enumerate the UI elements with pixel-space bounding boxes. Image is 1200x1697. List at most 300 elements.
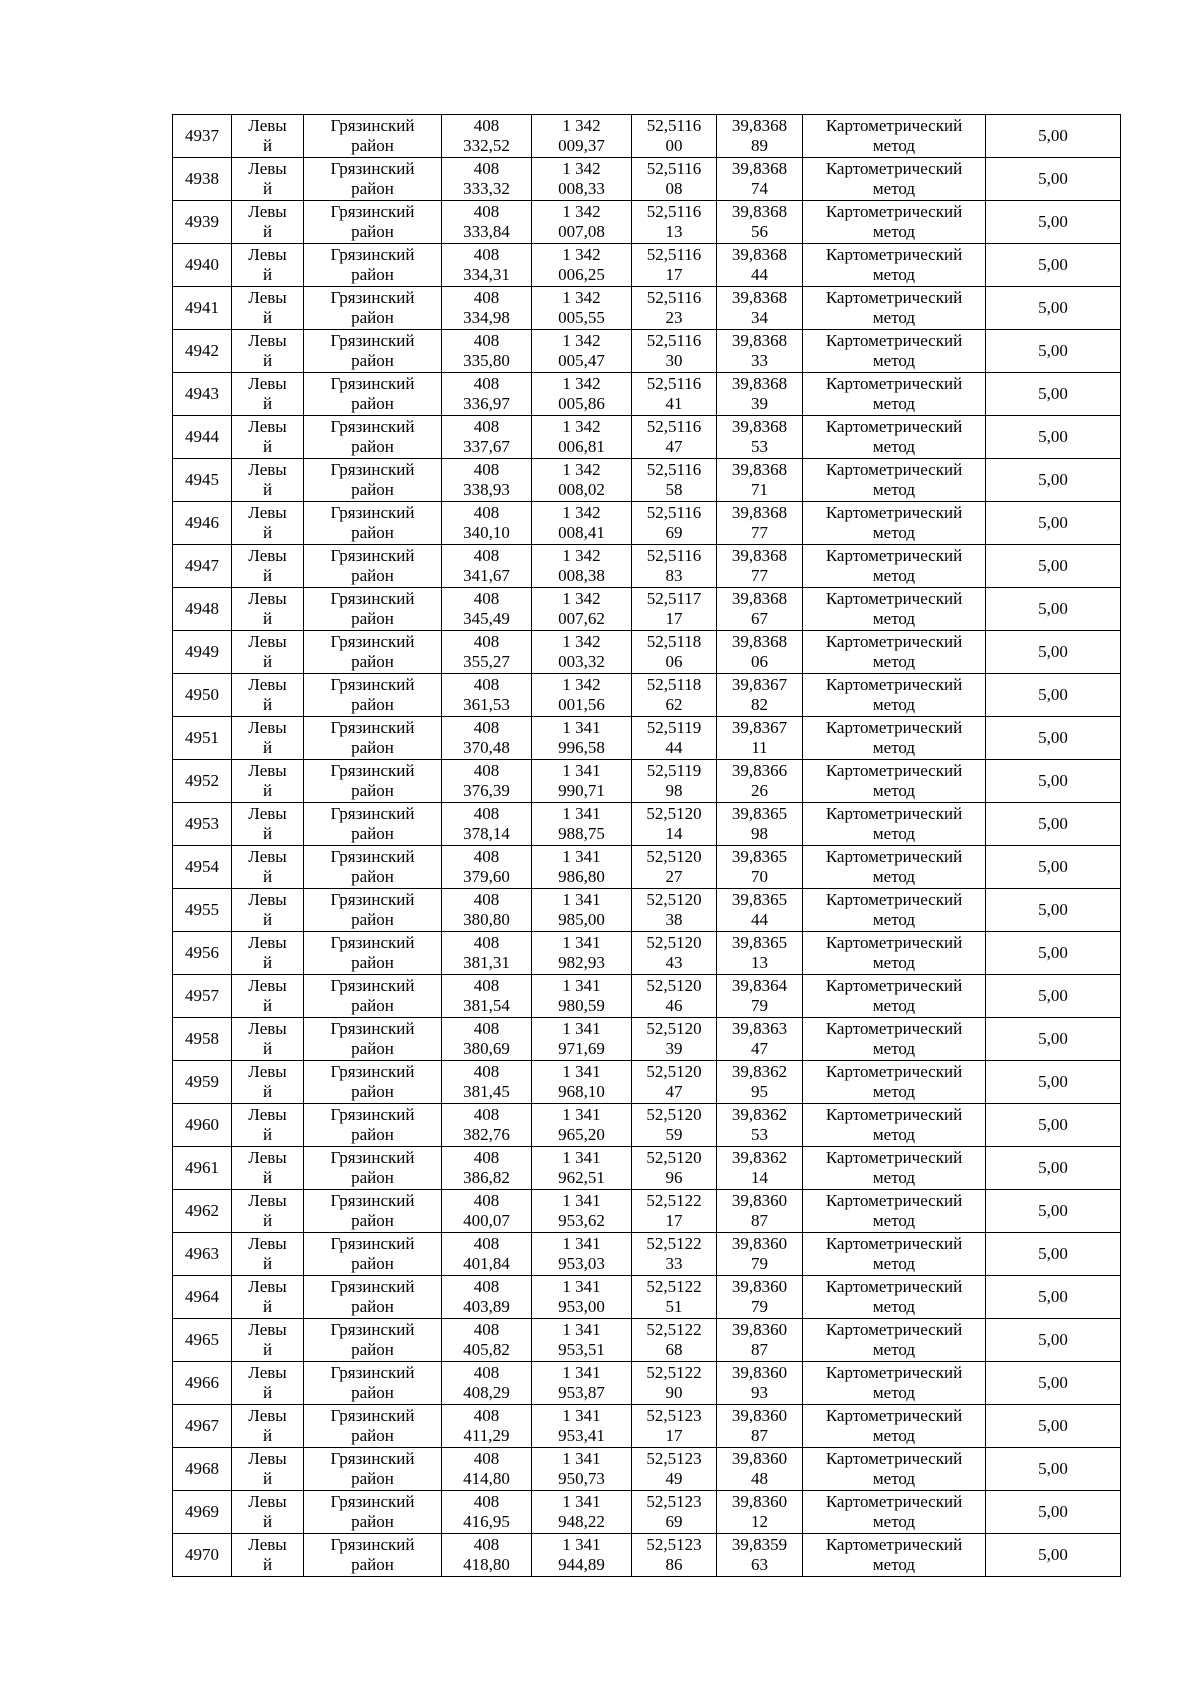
table-row [173, 889, 1121, 932]
method-line-2: метод [872, 910, 916, 929]
table-row [173, 1491, 1121, 1534]
latitude-line-1: 52,5119 [646, 761, 702, 780]
y-coordinate-cell [532, 244, 632, 287]
x-coordinate-line-1: 408 [473, 1234, 500, 1253]
latitude-cell [632, 760, 717, 803]
y-coordinate-line-1: 1 341 [562, 890, 601, 909]
method-line-2: метод [872, 609, 916, 628]
district-line-2: район [351, 1168, 394, 1187]
district-line-1: Грязинский [330, 417, 415, 436]
latitude-line-1: 52,5117 [646, 589, 702, 608]
x-coordinate-line-1: 408 [473, 1062, 500, 1081]
longitude-line-2: 74 [751, 179, 768, 198]
table-row [173, 674, 1121, 717]
x-coordinate-cell [442, 459, 532, 502]
y-coordinate-cell [532, 1190, 632, 1233]
district-line-2: район [351, 1039, 394, 1058]
x-coordinate-cell [442, 502, 532, 545]
district-line-2: район [351, 781, 394, 800]
district-line-2: район [351, 609, 394, 628]
point-number-cell: 4938 [173, 158, 232, 201]
y-coordinate-cell [532, 502, 632, 545]
y-coordinate-cell [532, 115, 632, 158]
method-cell [803, 631, 986, 674]
coordinates-table [172, 114, 1121, 1577]
method-cell [803, 244, 986, 287]
longitude-cell [717, 158, 803, 201]
district-cell [304, 975, 442, 1018]
side-line-2: й [262, 1082, 273, 1101]
y-coordinate-cell [532, 1018, 632, 1061]
point-number-cell: 4969 [173, 1491, 232, 1534]
district-line-1: Грязинский [330, 202, 415, 221]
y-coordinate-line-2: 953,00 [558, 1297, 605, 1316]
method-line-2: метод [872, 1512, 916, 1531]
side-cell [232, 674, 304, 717]
accuracy-cell: 5,00 [986, 1147, 1121, 1190]
y-coordinate-line-1: 1 341 [562, 804, 601, 823]
x-coordinate-line-2: 341,67 [463, 566, 510, 585]
x-coordinate-line-2: 338,93 [463, 480, 510, 499]
district-line-2: район [351, 136, 394, 155]
accuracy-cell: 5,00 [986, 588, 1121, 631]
x-coordinate-cell [442, 803, 532, 846]
district-cell [304, 588, 442, 631]
side-line-1: Левы [248, 202, 287, 221]
y-coordinate-line-2: 005,55 [558, 308, 605, 327]
y-coordinate-line-2: 953,51 [558, 1340, 605, 1359]
longitude-line-2: 44 [751, 910, 768, 929]
y-coordinate-line-1: 1 341 [562, 847, 601, 866]
x-coordinate-cell [442, 889, 532, 932]
latitude-line-2: 13 [665, 222, 683, 241]
district-line-1: Грязинский [330, 159, 415, 178]
longitude-cell [717, 1319, 803, 1362]
district-cell [304, 416, 442, 459]
method-line-2: метод [872, 652, 916, 671]
method-cell [803, 1104, 986, 1147]
district-cell [304, 1276, 442, 1319]
table-row [173, 975, 1121, 1018]
latitude-line-1: 52,5116 [646, 159, 702, 178]
y-coordinate-cell [532, 373, 632, 416]
district-line-1: Грязинский [330, 1535, 415, 1554]
y-coordinate-line-1: 1 341 [562, 1406, 601, 1425]
longitude-line-2: 47 [751, 1039, 768, 1058]
x-coordinate-line-2: 332,52 [463, 136, 510, 155]
table-row [173, 1233, 1121, 1276]
x-coordinate-cell [442, 545, 532, 588]
latitude-line-2: 17 [665, 1211, 683, 1230]
longitude-cell [717, 631, 803, 674]
side-line-1: Левы [248, 546, 287, 565]
x-coordinate-line-2: 340,10 [463, 523, 510, 542]
accuracy-cell: 5,00 [986, 1190, 1121, 1233]
method-cell [803, 459, 986, 502]
side-line-1: Левы [248, 460, 287, 479]
table-row [173, 1061, 1121, 1104]
latitude-line-1: 52,5120 [646, 933, 702, 952]
table-row [173, 373, 1121, 416]
latitude-line-2: 62 [665, 695, 683, 714]
longitude-cell [717, 717, 803, 760]
method-line-1: Картометрический [825, 1449, 963, 1468]
latitude-cell [632, 158, 717, 201]
point-number-cell: 4968 [173, 1448, 232, 1491]
longitude-line-1: 39,8360 [731, 1363, 788, 1382]
accuracy-cell: 5,00 [986, 287, 1121, 330]
y-coordinate-cell [532, 932, 632, 975]
x-coordinate-line-1: 408 [473, 1406, 500, 1425]
longitude-line-1: 39,8365 [731, 847, 788, 866]
method-line-1: Картометрический [825, 1406, 963, 1425]
latitude-cell [632, 1491, 717, 1534]
side-cell [232, 1233, 304, 1276]
district-cell [304, 373, 442, 416]
y-coordinate-cell [532, 1233, 632, 1276]
point-number-cell: 4965 [173, 1319, 232, 1362]
district-line-1: Грязинский [330, 1019, 415, 1038]
y-coordinate-line-2: 953,62 [558, 1211, 605, 1230]
district-cell [304, 1362, 442, 1405]
y-coordinate-line-1: 1 341 [562, 1449, 601, 1468]
district-cell [304, 158, 442, 201]
accuracy-cell: 5,00 [986, 1362, 1121, 1405]
longitude-line-2: 98 [751, 824, 768, 843]
longitude-cell [717, 502, 803, 545]
longitude-line-2: 79 [751, 996, 768, 1015]
side-line-1: Левы [248, 804, 287, 823]
y-coordinate-line-1: 1 342 [562, 245, 601, 264]
method-cell [803, 416, 986, 459]
side-line-1: Левы [248, 331, 287, 350]
district-line-2: район [351, 652, 394, 671]
y-coordinate-line-2: 968,10 [558, 1082, 605, 1101]
point-number-cell: 4937 [173, 115, 232, 158]
point-number-cell: 4947 [173, 545, 232, 588]
x-coordinate-line-2: 361,53 [463, 695, 510, 714]
district-line-1: Грязинский [330, 804, 415, 823]
accuracy-cell: 5,00 [986, 502, 1121, 545]
latitude-cell [632, 244, 717, 287]
side-line-2: й [262, 222, 273, 241]
method-line-1: Картометрический [825, 675, 963, 694]
x-coordinate-line-2: 382,76 [463, 1125, 510, 1144]
point-number-cell: 4944 [173, 416, 232, 459]
side-line-2: й [262, 652, 273, 671]
side-cell [232, 1104, 304, 1147]
side-cell [232, 760, 304, 803]
x-coordinate-line-1: 408 [473, 417, 500, 436]
x-coordinate-line-2: 370,48 [463, 738, 510, 757]
x-coordinate-line-2: 381,31 [463, 953, 510, 972]
table-row [173, 1147, 1121, 1190]
longitude-line-1: 39,8365 [731, 933, 788, 952]
district-line-2: район [351, 351, 394, 370]
y-coordinate-cell [532, 459, 632, 502]
method-line-2: метод [872, 222, 916, 241]
longitude-line-1: 39,8368 [731, 589, 788, 608]
district-line-2: район [351, 738, 394, 757]
district-line-2: район [351, 394, 394, 413]
latitude-line-1: 52,5123 [646, 1535, 702, 1554]
y-coordinate-line-1: 1 341 [562, 1492, 601, 1511]
side-line-1: Левы [248, 675, 287, 694]
side-line-2: й [262, 437, 273, 456]
longitude-cell [717, 545, 803, 588]
x-coordinate-cell [442, 717, 532, 760]
y-coordinate-line-2: 953,41 [558, 1426, 605, 1445]
y-coordinate-cell [532, 1491, 632, 1534]
x-coordinate-cell [442, 1190, 532, 1233]
district-cell [304, 1018, 442, 1061]
longitude-cell [717, 1147, 803, 1190]
table-row [173, 1448, 1121, 1491]
point-number-cell: 4960 [173, 1104, 232, 1147]
y-coordinate-line-2: 986,80 [558, 867, 605, 886]
district-line-1: Грязинский [330, 761, 415, 780]
side-line-1: Левы [248, 1449, 287, 1468]
y-coordinate-cell [532, 287, 632, 330]
point-number-cell: 4966 [173, 1362, 232, 1405]
y-coordinate-cell [532, 1362, 632, 1405]
longitude-cell [717, 1448, 803, 1491]
accuracy-cell: 5,00 [986, 760, 1121, 803]
x-coordinate-line-1: 408 [473, 933, 500, 952]
point-number-cell: 4955 [173, 889, 232, 932]
longitude-line-2: 82 [751, 695, 768, 714]
latitude-line-1: 52,5123 [646, 1492, 702, 1511]
latitude-line-1: 52,5116 [646, 245, 702, 264]
district-line-1: Грязинский [330, 460, 415, 479]
x-coordinate-line-1: 408 [473, 1363, 500, 1382]
longitude-line-2: 53 [751, 437, 768, 456]
longitude-line-1: 39,8368 [731, 245, 788, 264]
latitude-line-2: 41 [665, 394, 683, 413]
x-coordinate-line-1: 408 [473, 804, 500, 823]
district-cell [304, 115, 442, 158]
x-coordinate-line-2: 403,89 [463, 1297, 510, 1316]
x-coordinate-cell [442, 1104, 532, 1147]
latitude-line-2: 33 [665, 1254, 683, 1273]
latitude-line-1: 52,5123 [646, 1449, 702, 1468]
longitude-line-2: 79 [751, 1297, 768, 1316]
x-coordinate-line-2: 336,97 [463, 394, 510, 413]
method-cell [803, 588, 986, 631]
y-coordinate-line-1: 1 342 [562, 546, 601, 565]
latitude-cell [632, 416, 717, 459]
method-line-1: Картометрический [825, 1492, 963, 1511]
side-cell [232, 1147, 304, 1190]
accuracy-cell: 5,00 [986, 330, 1121, 373]
latitude-cell [632, 1190, 717, 1233]
district-line-1: Грязинский [330, 288, 415, 307]
y-coordinate-line-2: 980,59 [558, 996, 605, 1015]
side-line-2: й [262, 1555, 273, 1574]
y-coordinate-line-1: 1 341 [562, 718, 601, 737]
table-row [173, 158, 1121, 201]
district-line-1: Грязинский [330, 1320, 415, 1339]
method-line-1: Картометрический [825, 331, 963, 350]
district-line-1: Грязинский [330, 116, 415, 135]
y-coordinate-cell [532, 1104, 632, 1147]
side-line-2: й [262, 394, 273, 413]
latitude-line-2: 44 [665, 738, 683, 757]
district-cell [304, 631, 442, 674]
method-line-2: метод [872, 437, 916, 456]
y-coordinate-line-2: 948,22 [558, 1512, 605, 1531]
longitude-cell [717, 373, 803, 416]
longitude-line-1: 39,8368 [731, 159, 788, 178]
longitude-cell [717, 932, 803, 975]
district-line-1: Грязинский [330, 1449, 415, 1468]
latitude-line-1: 52,5120 [646, 1062, 702, 1081]
method-line-2: метод [872, 953, 916, 972]
x-coordinate-cell [442, 1147, 532, 1190]
district-line-1: Грязинский [330, 933, 415, 952]
longitude-line-2: 44 [751, 265, 768, 284]
longitude-cell [717, 760, 803, 803]
district-line-1: Грязинский [330, 1406, 415, 1425]
district-line-2: район [351, 1254, 394, 1273]
latitude-cell [632, 1104, 717, 1147]
side-line-1: Левы [248, 245, 287, 264]
point-number-cell: 4962 [173, 1190, 232, 1233]
side-line-1: Левы [248, 1535, 287, 1554]
longitude-line-2: 79 [751, 1254, 768, 1273]
district-cell [304, 1233, 442, 1276]
x-coordinate-line-2: 381,45 [463, 1082, 510, 1101]
point-number-cell: 4958 [173, 1018, 232, 1061]
y-coordinate-line-2: 008,33 [558, 179, 605, 198]
longitude-line-2: 48 [751, 1469, 768, 1488]
longitude-cell [717, 889, 803, 932]
latitude-line-1: 52,5116 [646, 331, 702, 350]
district-cell [304, 502, 442, 545]
district-cell [304, 932, 442, 975]
point-number-cell: 4963 [173, 1233, 232, 1276]
latitude-cell [632, 1405, 717, 1448]
table-row [173, 502, 1121, 545]
latitude-line-2: 49 [665, 1469, 683, 1488]
side-cell [232, 330, 304, 373]
district-line-2: район [351, 695, 394, 714]
latitude-cell [632, 674, 717, 717]
district-line-2: район [351, 867, 394, 886]
side-cell [232, 932, 304, 975]
longitude-cell [717, 1061, 803, 1104]
method-line-2: метод [872, 1426, 916, 1445]
district-line-1: Грязинский [330, 1105, 415, 1124]
district-cell [304, 1448, 442, 1491]
x-coordinate-line-1: 408 [473, 589, 500, 608]
accuracy-cell: 5,00 [986, 1448, 1121, 1491]
y-coordinate-cell [532, 330, 632, 373]
method-line-1: Картометрический [825, 116, 963, 135]
point-number-cell: 4964 [173, 1276, 232, 1319]
y-coordinate-line-1: 1 342 [562, 202, 601, 221]
x-coordinate-cell [442, 416, 532, 459]
table-row [173, 201, 1121, 244]
side-line-1: Левы [248, 417, 287, 436]
method-line-2: метод [872, 351, 916, 370]
latitude-cell [632, 1276, 717, 1319]
y-coordinate-line-1: 1 342 [562, 503, 601, 522]
y-coordinate-line-1: 1 341 [562, 1191, 601, 1210]
accuracy-cell: 5,00 [986, 1233, 1121, 1276]
x-coordinate-line-2: 414,80 [463, 1469, 510, 1488]
method-line-1: Картометрический [825, 1320, 963, 1339]
method-cell [803, 760, 986, 803]
latitude-line-2: 51 [665, 1297, 683, 1316]
accuracy-cell: 5,00 [986, 889, 1121, 932]
latitude-line-1: 52,5116 [646, 503, 702, 522]
longitude-line-2: 06 [751, 652, 768, 671]
latitude-line-2: 17 [665, 609, 683, 628]
longitude-line-1: 39,8367 [731, 718, 788, 737]
point-number-cell: 4939 [173, 201, 232, 244]
method-cell [803, 330, 986, 373]
longitude-line-2: 26 [751, 781, 768, 800]
district-line-1: Грязинский [330, 331, 415, 350]
table-row [173, 244, 1121, 287]
latitude-line-1: 52,5116 [646, 288, 702, 307]
x-coordinate-line-1: 408 [473, 976, 500, 995]
accuracy-cell: 5,00 [986, 1319, 1121, 1362]
longitude-line-2: 39 [751, 394, 768, 413]
method-line-2: метод [872, 695, 916, 714]
side-cell [232, 201, 304, 244]
longitude-line-1: 39,8362 [731, 1148, 788, 1167]
latitude-cell [632, 1534, 717, 1577]
y-coordinate-cell [532, 717, 632, 760]
method-line-1: Картометрический [825, 890, 963, 909]
side-cell [232, 416, 304, 459]
y-coordinate-line-1: 1 342 [562, 331, 601, 350]
accuracy-cell: 5,00 [986, 158, 1121, 201]
longitude-line-1: 39,8360 [731, 1492, 788, 1511]
longitude-line-2: 56 [751, 222, 768, 241]
x-coordinate-cell [442, 631, 532, 674]
district-line-1: Грязинский [330, 976, 415, 995]
method-line-2: метод [872, 265, 916, 284]
side-line-1: Левы [248, 1277, 287, 1296]
point-number-cell: 4951 [173, 717, 232, 760]
longitude-cell [717, 416, 803, 459]
y-coordinate-cell [532, 588, 632, 631]
y-coordinate-cell [532, 1319, 632, 1362]
x-coordinate-cell [442, 1491, 532, 1534]
x-coordinate-line-1: 408 [473, 1019, 500, 1038]
table-row [173, 1534, 1121, 1577]
method-line-1: Картометрический [825, 1062, 963, 1081]
district-line-1: Грязинский [330, 546, 415, 565]
accuracy-cell: 5,00 [986, 244, 1121, 287]
y-coordinate-cell [532, 674, 632, 717]
x-coordinate-line-2: 400,07 [463, 1211, 510, 1230]
longitude-line-1: 39,8368 [731, 331, 788, 350]
method-line-2: метод [872, 136, 916, 155]
x-coordinate-cell [442, 760, 532, 803]
table-row [173, 1276, 1121, 1319]
x-coordinate-line-1: 408 [473, 503, 500, 522]
side-line-2: й [262, 1168, 273, 1187]
district-line-2: район [351, 222, 394, 241]
side-line-2: й [262, 136, 273, 155]
x-coordinate-cell [442, 201, 532, 244]
latitude-line-1: 52,5120 [646, 1148, 702, 1167]
x-coordinate-line-1: 408 [473, 1277, 500, 1296]
